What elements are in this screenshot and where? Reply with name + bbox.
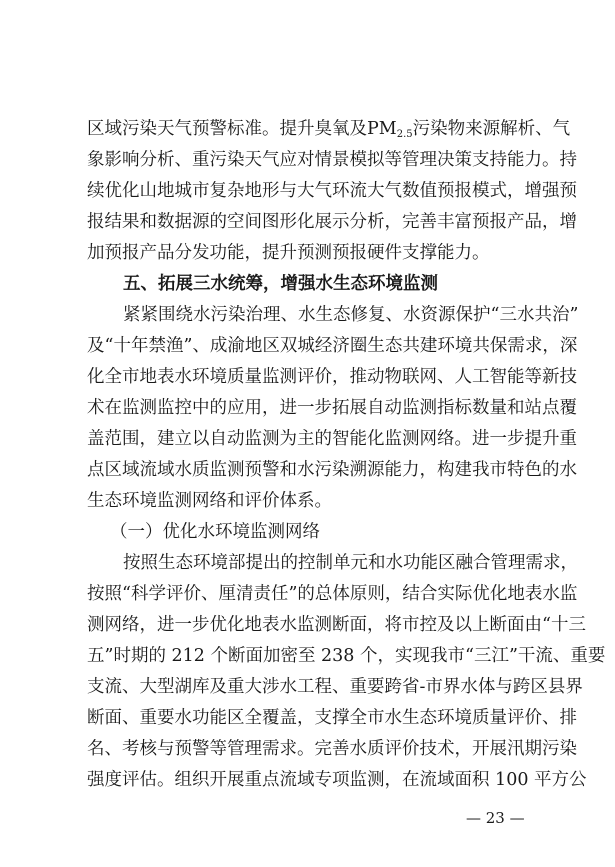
body-line: 名、考核与预警等管理需求。完善水质评价技术，开展汛期污染	[87, 739, 577, 759]
body-line: 化全市地表水环境质量监测评价，推动物联网、人工智能等新技	[87, 367, 577, 387]
pm25-label: $PM_{2.5}$	[367, 119, 413, 140]
body-line: 盖范围，建立以自动监测为主的智能化监测网络。进一步提升重	[87, 429, 577, 449]
body-line-last: 生态环境监测网络和评价体系。	[87, 491, 332, 511]
page-number: — 23 —	[466, 809, 525, 827]
body-line: 点区域流域水质监测预警和水污染溯源能力，构建我市特色的水	[87, 460, 577, 480]
body-line: 象影响分析、重污染天气应对情景模拟等管理决策支持能力。持	[87, 150, 577, 170]
body-line: 五”时期的 212 个断面加密至 238 个，实现我市“三江”干流、重要	[87, 646, 606, 666]
body-line: 按照“科学评价、厘清责任”的总体原则，结合实际优化地表水监	[87, 584, 578, 604]
body-line: 按照生态环境部提出的控制单元和水功能区融合管理需求，	[123, 553, 578, 573]
body-line: 强度评估。组织开展重点流域专项监测，在流域面积 100 平方公	[87, 770, 587, 790]
body-line-last: 加预报产品分发功能，提升预测预报硬件支撑能力。	[87, 243, 490, 263]
body-line: 紧紧围绕水污染治理、水生态修复、水资源保护“三水共治”	[123, 305, 579, 325]
body-line: 续优化山地城市复杂地形与大气环流大气数值预报模式，增强预	[87, 181, 577, 201]
body-line: 支流、大型湖库及重大涉水工程、重要跨省-市界水体与跨区县界	[87, 677, 583, 697]
body-line: 术在监测监控中的应用，进一步拓展自动监测指标数量和站点覆	[87, 398, 577, 418]
body-line: 报结果和数据源的空间图形化展示分析，完善丰富预报产品，增	[87, 212, 577, 232]
body-line: 及“十年禁渔”、成渝地区双城经济圈生态共建环境共保需求，深	[87, 336, 578, 356]
section-heading: 五、拓展三水统筹，增强水生态环境监测	[123, 274, 438, 294]
body-line: 测网络，进一步优化地表水监测断面，将市控及以上断面由“十三	[87, 615, 586, 635]
body-line: 断面、重要水功能区全覆盖，支撑全市水生态环境质量评价、排	[87, 708, 577, 728]
subsection-heading: （一）优化水环境监测网络	[110, 522, 320, 542]
body-line: 区域污染天气预警标准。提升臭氧及$PM_{2.5}$污染物来源解析、气	[87, 119, 571, 140]
